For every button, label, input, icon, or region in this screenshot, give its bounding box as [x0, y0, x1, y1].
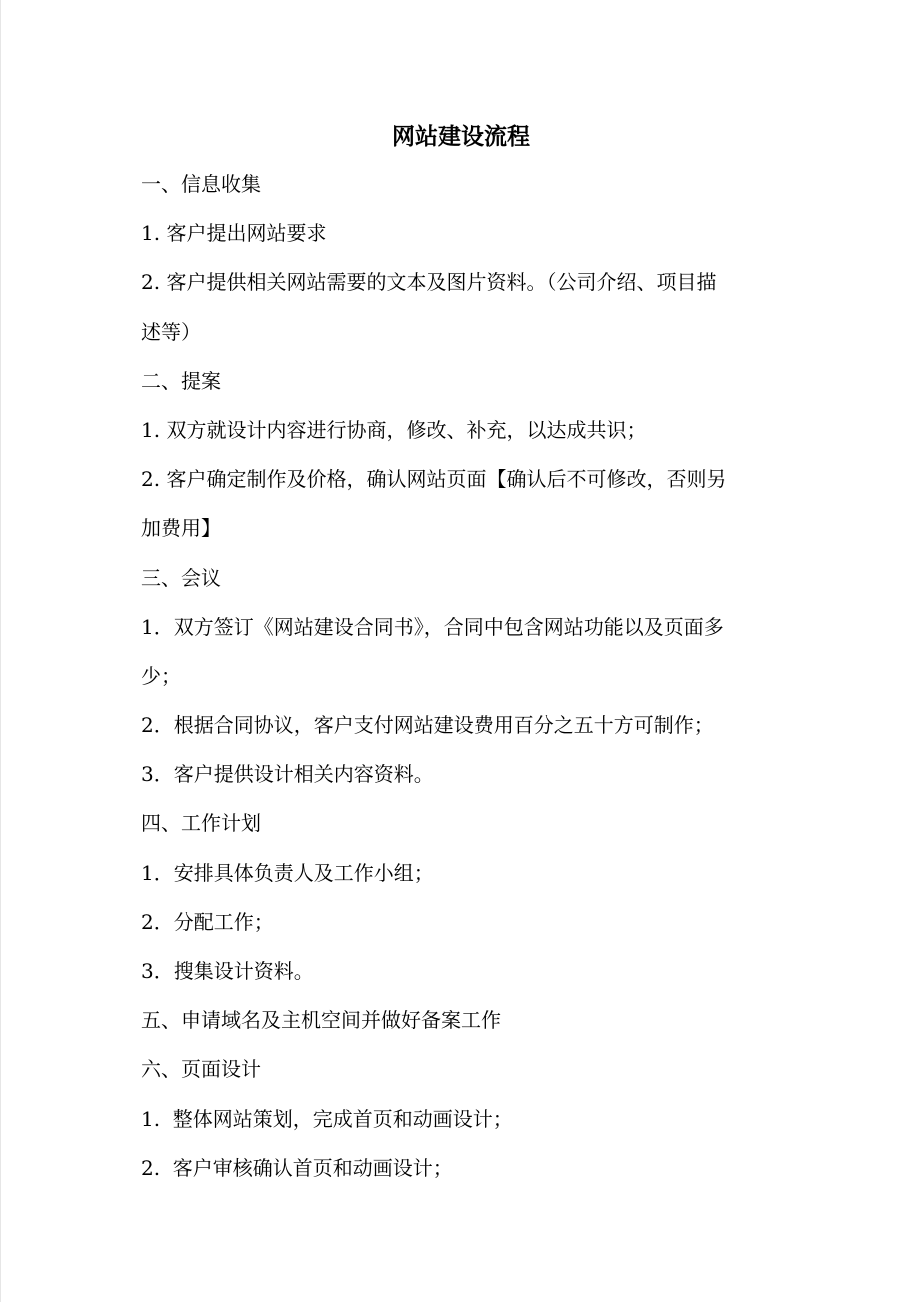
list-item-continuation: 加费用】 — [141, 516, 221, 541]
list-item: 1．双方签订《网站建设合同书》，合同中包含网站功能以及页面多 — [141, 614, 724, 639]
section-heading-proposal: 二、提案 — [141, 368, 221, 393]
section-heading-meeting: 三、会议 — [141, 565, 221, 590]
list-item: 1. 整体网站策划，完成首页和动画设计； — [141, 1106, 513, 1131]
list-item: 2. 客户确定制作及价格，确认网站页面【确认后不可修改，否则另 — [141, 467, 727, 492]
document-body — [141, 166, 791, 1199]
document-title: 网站建设流程 — [392, 123, 530, 150]
list-item: 3．搜集设计资料。 — [141, 959, 314, 983]
section-heading-info-collection: 一、信息收集 — [141, 172, 261, 196]
list-item: 1. 双方就设计内容进行协商，修改、补充，以达成共识； — [141, 417, 647, 442]
section-heading-page-design: 六、页面设计 — [141, 1057, 261, 1082]
list-item: 1. 客户提出网站要求 — [141, 221, 327, 246]
list-item-continuation: 少； — [141, 663, 181, 688]
list-item: 1．安排具体负责人及工作小组； — [141, 860, 434, 885]
list-item: 2. 客户审核确认首页和动画设计； — [141, 1155, 453, 1180]
list-item: 2．分配工作； — [141, 909, 274, 934]
list-item: 3．客户提供设计相关内容资料。 — [141, 762, 434, 787]
list-item-continuation: 述等） — [141, 319, 201, 344]
list-item: 2. 客户提供相关网站需要的文本及图片资料。（公司介绍、项目描 — [141, 270, 717, 295]
list-item: 2．根据合同协议，客户支付网站建设费用百分之五十方可制作； — [141, 713, 714, 738]
section-heading-work-plan: 四、工作计划 — [141, 811, 261, 836]
section-heading-domain-hosting: 五、申请域名及主机空间并做好备案工作 — [141, 1008, 501, 1033]
